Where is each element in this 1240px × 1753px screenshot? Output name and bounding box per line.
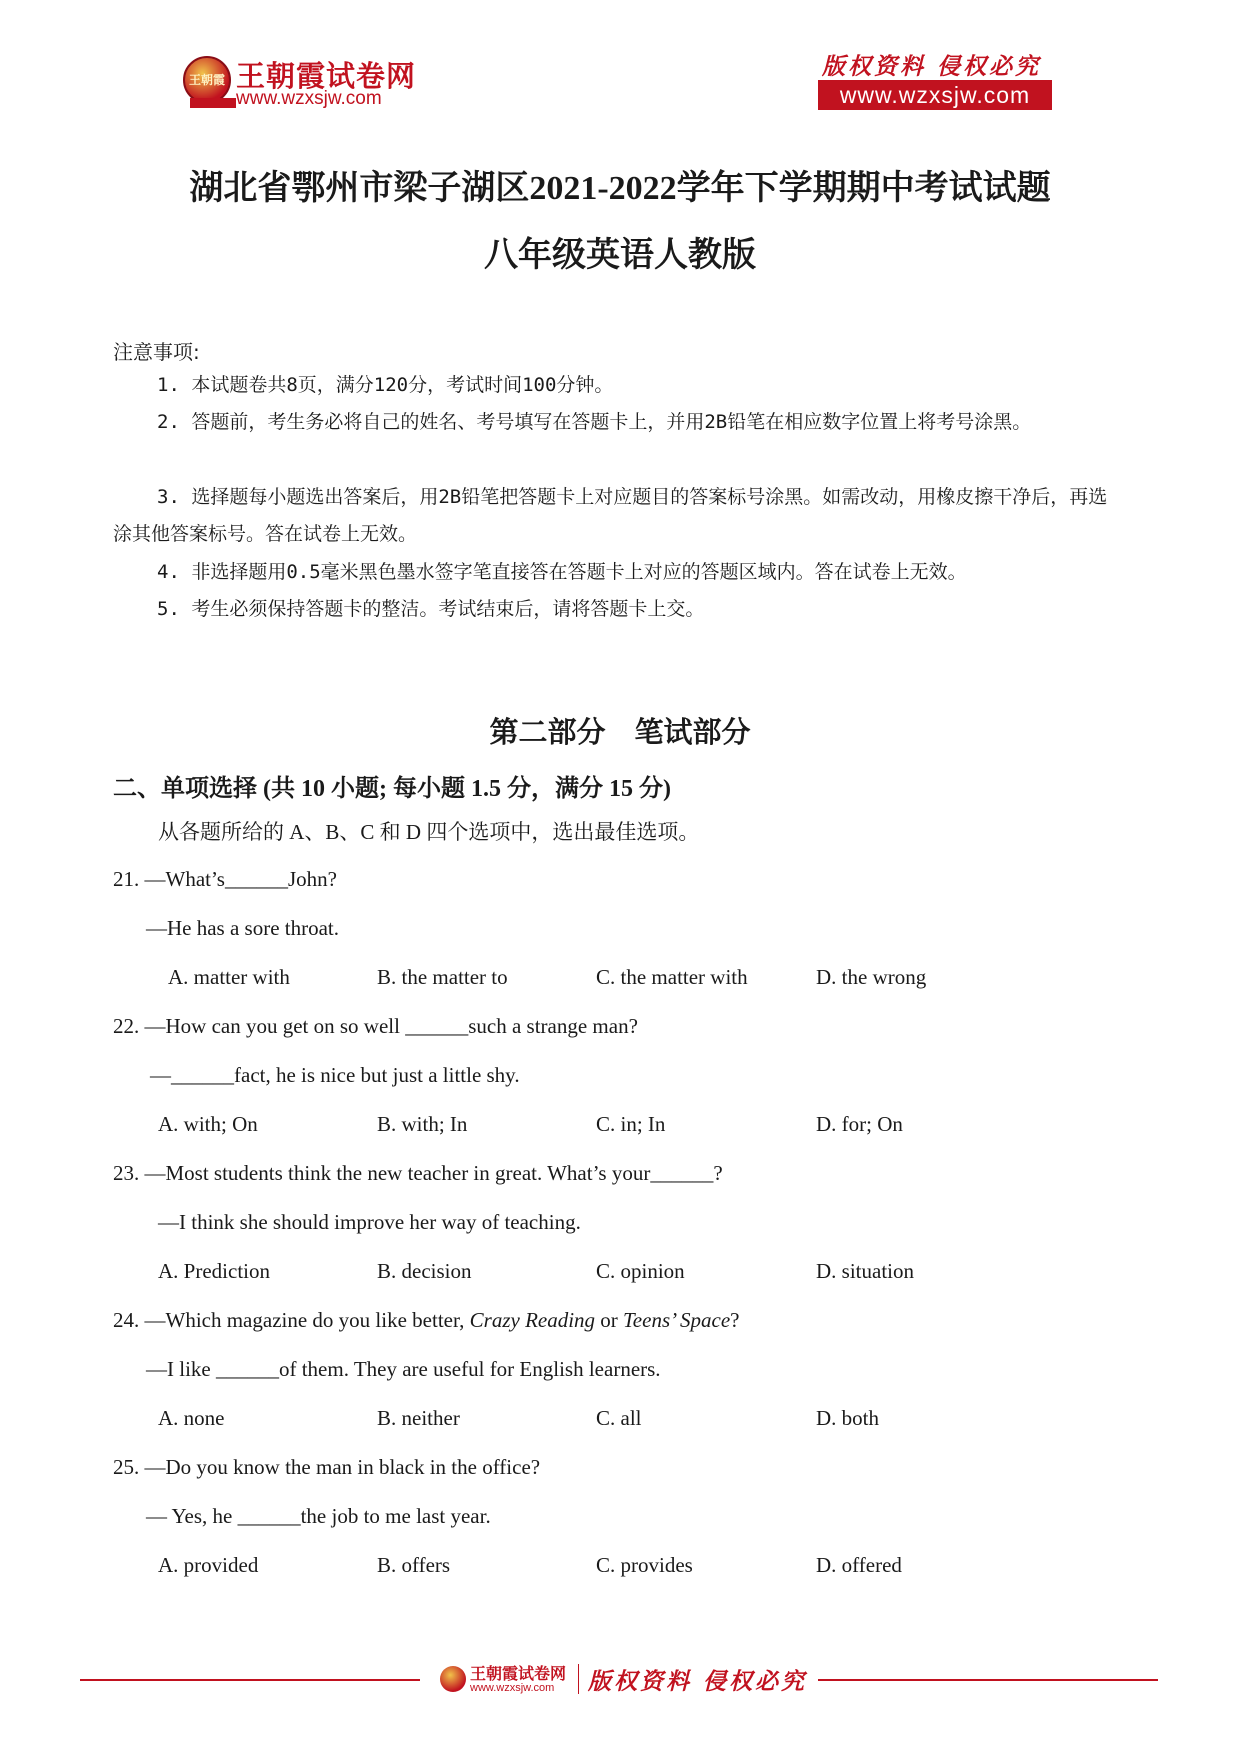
q25-option-a: A. provided xyxy=(158,1553,259,1577)
question-21-dialog: —He has a sore throat. xyxy=(146,916,340,940)
q24-option-a: A. none xyxy=(158,1406,225,1430)
footer-separator xyxy=(578,1664,579,1694)
q22-option-c: C. in; In xyxy=(596,1112,666,1136)
logo-badge xyxy=(183,56,231,104)
q21-option-b: B. the matter to xyxy=(377,965,508,989)
q22-option-a: A. with; On xyxy=(158,1112,258,1136)
notes-heading: 注意事项: xyxy=(113,340,200,364)
q22-option-d: D. for; On xyxy=(816,1112,903,1136)
q23-option-a: A. Prediction xyxy=(158,1259,270,1283)
logo-ribbon xyxy=(190,98,236,108)
note-item: 1. 本试题卷共8页，满分120分，考试时间100分钟。 xyxy=(157,374,614,396)
q23-option-c: C. opinion xyxy=(596,1259,685,1283)
q25-option-b: B. offers xyxy=(377,1553,451,1577)
footer-rule-left xyxy=(80,1679,420,1681)
question-24-text-start: 24. —Which magazine do you like better, xyxy=(113,1308,470,1332)
exam-subtitle: 八年级英语人教版 xyxy=(484,237,756,274)
question-24 xyxy=(113,1308,740,1333)
question-22: 22. —How can you get on so well ______such a strange man? xyxy=(113,1014,638,1038)
part-instruction: 从各题所给的 A、B、C 和 D 四个选项中，选出最佳选项。 xyxy=(158,820,700,844)
note-item: 4. 非选择题用0.5毫米黑色墨水签字笔直接答在答题卡上对应的答题区域内。答在试卷上无效。 xyxy=(157,561,967,583)
q21-option-d: D. the wrong xyxy=(816,965,927,989)
q24-option-c: C. all xyxy=(596,1406,642,1430)
question-24-title-1: Crazy Reading xyxy=(469,1308,596,1332)
question-23-dialog: —I think she should improve her way of teaching. xyxy=(158,1210,581,1234)
note-item: 3. 选择题每小题选出答案后，用2B铅笔把答题卡上对应题目的答案标号涂黑。如需改动，用橡皮擦干净后，再选涂其他答案标号。答在试卷上无效。 xyxy=(113,486,1108,545)
question-24-text-mid: or xyxy=(595,1308,624,1332)
site-logo-url[interactable]: www.wzxsjw.com xyxy=(236,88,382,109)
q24-option-b: B. neither xyxy=(377,1406,460,1430)
footer-rule-right xyxy=(818,1679,1158,1681)
site-url-banner[interactable]: www.wzxsjw.com xyxy=(818,80,1052,110)
question-23: 23. —Most students think the new teacher in great. What’s your______? xyxy=(113,1161,723,1185)
question-22-dialog: —______fact, he is nice but just a little shy. xyxy=(150,1063,520,1087)
q21-option-c: C. the matter with xyxy=(596,965,748,989)
question-25: 25. —Do you know the man in black in the office? xyxy=(113,1455,541,1479)
q22-option-b: B. with; In xyxy=(377,1112,468,1136)
question-21: 21. —What’s______John? xyxy=(113,867,337,891)
question-25-dialog: — Yes, he ______the job to me last year. xyxy=(146,1504,491,1528)
part-heading: 二、单项选择 (共 10 小题; 每小题 1.5 分，满分 15 分) xyxy=(113,776,671,802)
exam-title: 湖北省鄂州市梁子湖区2021-2022学年下学期期中考试试题 xyxy=(189,170,1051,207)
q23-option-d: D. situation xyxy=(816,1259,914,1283)
copyright-notice: 版权资料 侵权必究 xyxy=(822,53,1042,80)
note-item: 5. 考生必须保持答题卡的整洁。考试结束后，请将答题卡上交。 xyxy=(157,598,705,620)
q25-option-c: C. provides xyxy=(596,1553,693,1577)
footer-logo-text: 王朝霞试卷网 xyxy=(470,1664,567,1683)
q21-option-a: A. matter with xyxy=(168,965,290,989)
site-logo-text: 王朝霞试卷网 xyxy=(236,59,417,93)
question-24-title-2: Teens’ Space xyxy=(623,1308,731,1332)
q25-option-d: D. offered xyxy=(816,1553,902,1577)
q23-option-b: B. decision xyxy=(377,1259,472,1283)
footer-logo-url[interactable]: www.wzxsjw.com xyxy=(470,1682,555,1694)
note-item: 2. 答题前，考生务必将自己的姓名、考号填写在答题卡上，并用2B铅笔在相应数字位置上将考号涂黑。 xyxy=(157,411,1032,433)
section-title: 第二部分 笔试部分 xyxy=(489,717,751,749)
q24-option-d: D. both xyxy=(816,1406,879,1430)
footer-copyright: 版权资料 侵权必究 xyxy=(588,1668,808,1695)
logo-badge-text: 王朝霞 xyxy=(188,73,225,87)
question-24-dialog: —I like ______of them. They are useful for English learners. xyxy=(146,1357,661,1381)
question-24-text-end: ? xyxy=(730,1308,740,1332)
footer-logo-badge xyxy=(440,1666,466,1692)
